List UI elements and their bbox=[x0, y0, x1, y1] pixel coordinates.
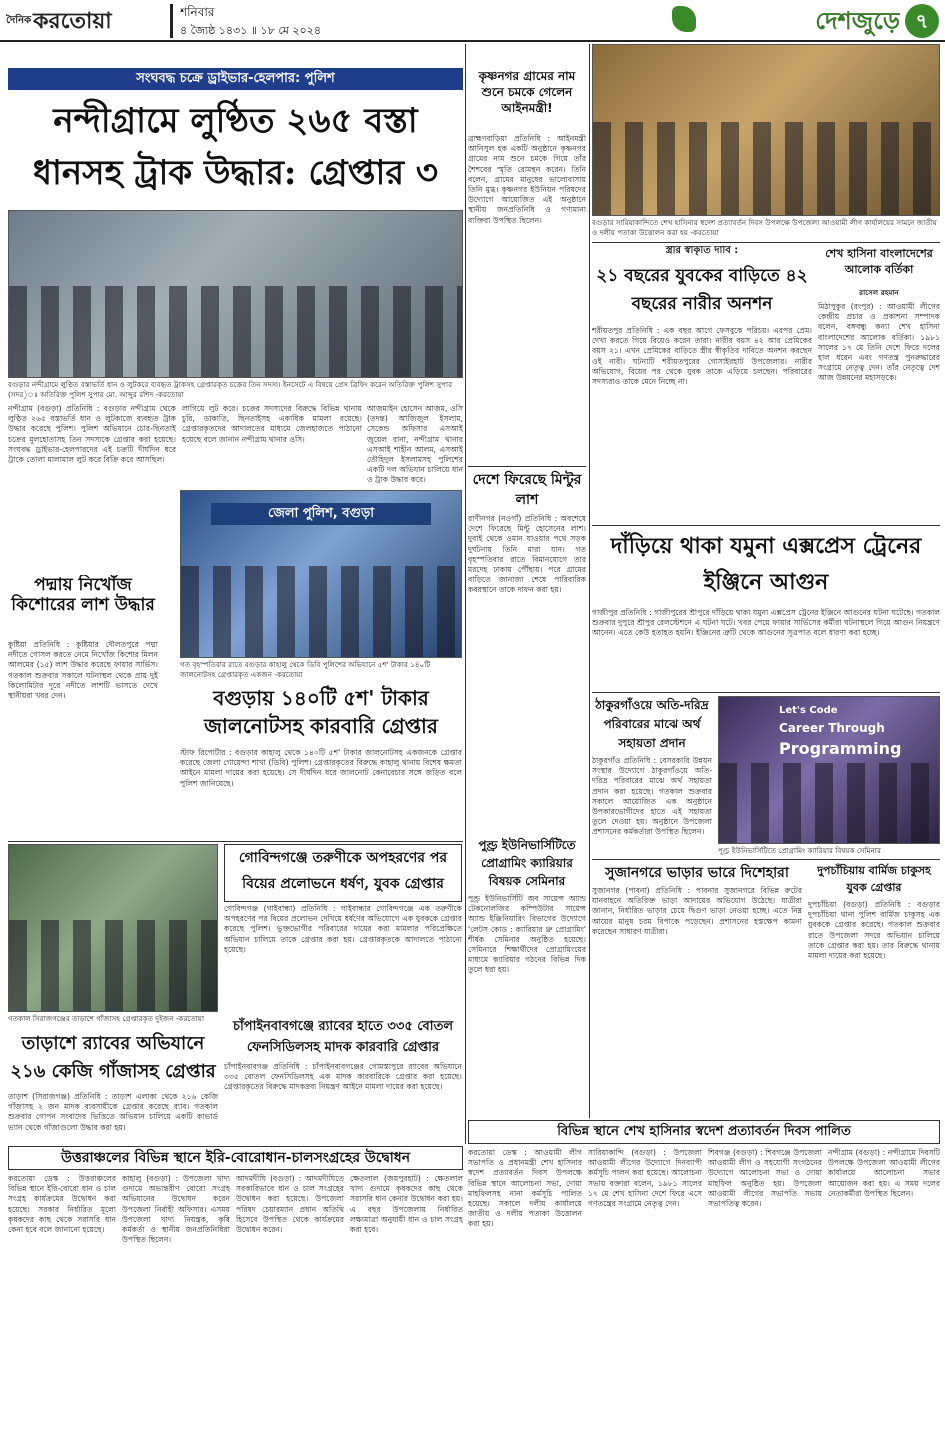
thakurgaon-body: ঠাকুরগাঁও প্রতিনিধি : বেসরকারি উন্নয়ন সংস্থার উদ্যোগে ঠাকুরগাঁওয়ে অতি-দরিদ্র পরিবারের মাঝে অর্থ সহায়তা প্রদান করা হয়েছে। গতকাল শুক্রবার সকালে আয়োজিত এক অনুষ্ঠানে উপকারভোগীদের হাতে এই সহায়তা তুলে দেওয়া হয়। অনুষ্ঠানে উপজেলা প্রশাসনের কর্মকর্তারা উপস্থিত ছিলেন। bbox=[592, 756, 712, 837]
hasina-article-headline: শেখ হাসিনা বাংলাদেশের আলোক বর্তিকা bbox=[825, 247, 933, 276]
fakenotes-caption-credit: -করতোয়া bbox=[274, 669, 303, 679]
lead-photo bbox=[8, 210, 463, 378]
logo-text: করতোয়া bbox=[33, 8, 112, 34]
fakenotes-caption-text: গত বৃহস্পতিবার রাতে বগুড়ার কাহালু থেকে ডিবি পুলিশের অভিযানে ৫শ' টাকার ১৪০টি জালনোটসহ গ্রেপ্তারকৃত একজন bbox=[180, 660, 431, 679]
section-rule bbox=[592, 525, 940, 526]
phensedyl-body: চাঁপাইনবাবগঞ্জ প্রতিনিধি : চাঁপাইনবাবগঞ্জের গোমস্তাপুরে র‌্যাবের অভিযানে ৩৩৫ বোতল ফেনসিডিলসহ এক মাদক কারবারিকে গ্রেপ্তার করা হয়েছে। গ্রেপ্তারকৃতের বিরুদ্ধে মাদকদ্রব্য নিয়ন্ত্রণ আইনে মামলা দায়ের করা হয়েছে। bbox=[224, 1062, 462, 1092]
phensedyl-headline: চাঁপাইনবাবগঞ্জে র‌্যাবের হাতে ৩৩৫ বোতল ফেনসিডিলসহ মাদক কারবারি গ্রেপ্তার bbox=[232, 1019, 454, 1055]
fakenotes-caption bbox=[180, 660, 462, 680]
padma-headline: পদ্মায় নিখোঁজ কিশোরের লাশ উদ্ধার bbox=[11, 575, 155, 615]
lead-caption bbox=[8, 380, 463, 402]
gaibandha-body: গোবিন্দগঞ্জ (গাইবান্ধা) প্রতিনিধি : গাইবান্ধার গোবিন্দগঞ্জে এক তরুণীকে অপহরণের পর বিয়ের প্রলোভন দেখিয়ে ধর্ষণের অভিযোগে এক যুবককে গ্রেপ্তার করেছে পুলিশ। ভুক্তভোগীর পরিবারের দায়ের করা মামলার পরিপ্রেক্ষিতে অভিযান চালিয়ে তাকে গ্রেপ্তার করা হয়। গ্রেপ্তারকৃতকে আদালতে পাঠানো হয়েছে। bbox=[224, 904, 462, 954]
hasina-article-body: মিঠাপুকুর (রংপুর) : আওয়ামী লীগের কেন্দ্রীয় প্রচার ও প্রকাশনা সম্পাদক বলেন, বঙ্গবন্ধু কন্যা শেখ হাসিনা বাংলাদেশের আলোক বর্তিকা। ১৯৮১ সালের ১৭ মে তিনি দেশে ফিরে দলের হাল ধরেন এবং গণতন্ত্র পুনরুদ্ধারের সংগ্রামে নেতৃত্ব দেন। তাঁর নেতৃত্বে দেশ আজ উন্নয়নের মহাসড়কে। bbox=[818, 302, 940, 383]
sujanagar-body: সুজানগর (পাবনা) প্রতিনিধি : পাবনার সুজানগরে বিভিন্ন রুটের যানবাহনে অতিরিক্ত ভাড়া আদায়ের অভিযোগ উঠেছে। যাত্রীরা জানান, নির্ধারিত ভাড়ার চেয়ে দ্বিগুণ ভাড়া নেওয়া হচ্ছে। এতে নিম্ন আয়ের মানুষ চরম বিপাকে পড়েছেন। প্রশাসনের হস্তক্ষেপ কামনা করেছেন সাধারণ যাত্রীরা। bbox=[592, 886, 802, 936]
issue-date: ৪ জ্যৈষ্ঠ ১৪৩১ ॥ ১৮ মে ২০২৪ bbox=[180, 24, 321, 37]
column-rule bbox=[465, 44, 466, 1144]
section-rule bbox=[592, 692, 940, 693]
police-sign: জেলা পুলিশ, বগুড়া bbox=[211, 503, 431, 525]
padma-body: কুষ্টিয়া প্রতিনিধি : কুষ্টিয়ার দৌলতপুরে পদ্মা নদীতে গোসল করতে নেমে নিখোঁজ কিশোর মিলন আলমের (১৫) লাশ উদ্ধার করেছে ফায়ার সার্ভিস। গতকাল শুক্রবার সকালে ঘটনাস্থল থেকে প্রায় দুই কিলোমিটার দূরে নদীতে লাশটি ভাসতে দেখে স্থানীয়রা খবর দেন। bbox=[8, 640, 158, 701]
lead-kicker: সংঘবদ্ধ চক্রে ড্রাইভার-হেলপার: পুলিশ bbox=[8, 68, 463, 90]
lead-caption-credit: -করতোয়া bbox=[155, 389, 184, 399]
return-day-caption-text: বগুড়ার সারিয়াকান্দিতে শেখ হাসিনার স্বদেশ প্রত্যাবর্তন দিবস উপলক্ষে উপজেলা আওয়ামী লীগ কার্যালয়ের সামনে জাতীয় ও দলীয় পতাকা উত্তোলন করা হয় bbox=[592, 218, 937, 237]
sujanagar-headline: সুজানগরে ভাড়ার ভারে দিশেহারা bbox=[605, 865, 789, 881]
section-rule bbox=[592, 859, 940, 860]
return-day-photo bbox=[592, 44, 940, 216]
page-number-badge: ৭ bbox=[905, 4, 939, 38]
ganja-headline: তাড়াশে র‌্যাবের অভিযানে ২১৬ কেজি গাঁজাসহ গ্রেপ্তার bbox=[10, 1033, 216, 1082]
logo-small-text: দৈনিক bbox=[6, 15, 32, 26]
krishnanagar-body: ব্রাহ্মণবাড়িয়া প্রতিনিধি : আইনমন্ত্রী আনিসুল হক একটি অনুষ্ঠানে কৃষ্ণনগর গ্রামের নাম শুনে চমকে গিয়ে তাঁর শৈশবের স্মৃতি রোমন্থন করেন। তিনি বলেন, গ্রামের মানুষের ভালোবাসায় তিনি মুগ্ধ। কৃষ্ণনগর ইউনিয়ন পরিষদের উদ্যোগে আয়োজিত এই অনুষ্ঠানে স্থানীয় জনপ্রতিনিধি ও গণ্যমান্য ব্যক্তিরা উপস্থিত ছিলেন। bbox=[468, 134, 586, 225]
thakurgaon-headline: ঠাকুরগাঁওয়ে অতি-দরিদ্র পরিবারের মাঝে অর্থ সহায়তা প্রদান bbox=[595, 698, 709, 750]
masthead-divider bbox=[170, 4, 173, 38]
mintu-headline: দেশে ফিরেছে মিন্টুর লাশ bbox=[472, 472, 582, 508]
newspaper-logo bbox=[6, 2, 166, 40]
fasting-kicker: স্ত্রীর স্বীকৃতি দাবি : bbox=[665, 246, 739, 256]
return-day-body-col4: নন্দীগ্রাম (বগুড়া) : নন্দীগ্রামে দিবসটি উপলক্ষে উপজেলা আওয়ামী লীগের কার্যালয়ে আলোচনা সভার আয়োজন করা হয়। এ সময় দলের নেতাকর্মীরা উপস্থিত ছিলেন। bbox=[828, 1148, 940, 1198]
dupchanchia-headline: দুপচাঁচিয়ায় বার্মিজ চাকুসহ যুবক গ্রেপ্তার bbox=[817, 864, 931, 894]
return-day-caption-credit: -করতোয়া bbox=[690, 227, 719, 237]
return-day-photo-caption bbox=[592, 218, 940, 240]
ganja-body: তাড়াশ (সিরাজগঞ্জ) প্রতিনিধি : তাড়াশ এলাকা থেকে ২১৬ কেজি গাঁজাসহ ২ জন মাদক ব্যবসায়ীকে গ্রেপ্তার করেছে র‌্যাব। গতকাল শুক্রবার গোপন সংবাদের ভিত্তিতে অভিযান চালিয়ে একটি কাভার্ড ভ্যান থেকে গাঁজাগুলো উদ্ধার করা হয়। bbox=[8, 1092, 218, 1132]
harvest-body-col2: কাহালু (বগুড়া) : উপজেলা খাদ্য গুদামে অভ্যন্তরীণ বোরো সংগ্রহ অভিযানের উদ্বোধন করেন উপজেলা নির্বাহী অফিসার। এসময় উপজেলা খাদ্য নিয়ন্ত্রক, কৃষি কর্মকর্তা ও স্থানীয় জনপ্রতিনিধিরা উপস্থিত ছিলেন। bbox=[122, 1174, 230, 1245]
bangladesh-map-icon bbox=[672, 6, 696, 32]
fakenotes-headline: বগুড়ায় ১৪০টি ৫শ' টাকার জালনোটসহ কারবারি গ্রেপ্তার bbox=[204, 686, 438, 738]
lead-body-col1: নন্দীগ্রাম (বগুড়া) প্রতিনিধি : বগুড়ার নন্দীগ্রাম থেকে লুণ্ঠিত ২৬৫ বস্তাভর্তি ধান ও লুটকাজে ব্যবহৃত ট্রাক উদ্ধার করেছে পুলিশ। পুলিশ অভিযানে চোর-ছিনতাই চক্রের মূলহোতাসহ তিন সদস্যকে গ্রেপ্তার করা হয়েছে। সংঘবদ্ধ ড্রাইভার-হেলপারদের এই চক্রটি দীর্ঘদিন ধরে ট্রাকে তোলা মালামাল লুট করে বিক্রি করে আসছিল। bbox=[8, 404, 176, 465]
section-rule bbox=[8, 841, 463, 842]
ganja-caption-credit: -করতোয়া bbox=[175, 1014, 205, 1023]
pundra-headline: পুণ্ড্র ইউনিভার্সিটিতে প্রোগ্রামিং ক্যারিয়ার বিষয়ক সেমিনার bbox=[478, 838, 576, 888]
masthead bbox=[0, 0, 945, 42]
seminar-banner-line1: Let's Code bbox=[779, 705, 838, 716]
harvest-body-col1: করতোয়া ডেস্ক : উত্তরাঞ্চলের বিভিন্ন স্থানে ইরি-বোরো ধান ও চাল সংগ্রহ কার্যক্রমের উদ্বোধন করা হয়েছে। সরকার নির্ধারিত মূল্যে কৃষকদের কাছ থেকে সরাসরি ধান কেনা হবে বলে জানানো হয়েছে। bbox=[8, 1174, 116, 1235]
section-title: দেশজুড়ে bbox=[815, 6, 900, 35]
ganja-caption-text: গতকাল সিরাজগঞ্জের তাড়াশে গাঁজাসহ গ্রেপ্তারকৃত দুইজন bbox=[8, 1014, 174, 1023]
fasting-body: শরীয়তপুর প্রতিনিধি : এক বছর আগে ফেসবুকে পরিচয়। এরপর প্রেম। দেখা করতে গিয়ে বিয়েও করেন তারা। নারীর বয়স ৪২ আর প্রেমিকের বয়স ২১। এখন প্রেমিকের বাড়িতে স্ত্রীর স্বীকৃতির দাবিতে অনশন করছেন ওই নারী। ঘটনাটি শরীয়তপুরের গোসাইরহাট উপজেলার। নারীর অভিযোগ, বিয়ের পর থেকে যুবক তাকে এড়িয়ে চলছেন। পরিবারের সদস্যরাও তাকে মেনে নিচ্ছে না। bbox=[592, 326, 812, 387]
seminar-caption: পুণ্ড্র ইউনিভার্সিটিতে প্রোগ্রামিং ক্যারিয়ার বিষয়ক সেমিনার bbox=[718, 846, 881, 855]
harvest-headline: উত্তরাঞ্চলের বিভিন্ন স্থানে ইরি-বোরোধান-চালসংগ্রহের উদ্বোধন bbox=[8, 1146, 463, 1170]
issue-day: শনিবার bbox=[180, 5, 215, 19]
return-day-photo-people bbox=[593, 122, 939, 216]
hasina-article-author: রাসেল রহমান bbox=[859, 288, 899, 297]
krishnanagar-headline: কৃষ্ণনগর গ্রামের নাম শুনে চমকে গেলেন আইনমন্ত্রী! bbox=[478, 69, 576, 115]
lead-body-col3: লাগিয়ে লুট করে। চক্রের সদস্যদের বিরুদ্ধে বিভিন্ন থানায় চুরি, ডাকাতি, ছিনতাইসহ একাধিক মামলা রয়েছে। গ্রেপ্তারকৃতদের আদালতের মাধ্যমে জেলহাজতে পাঠানো হয়েছে বলে জানান নন্দীগ্রাম থানার ওসি। bbox=[182, 404, 362, 444]
section-rule bbox=[592, 242, 940, 243]
yamuna-body: গাজীপুর প্রতিনিধি : গাজীপুরের শ্রীপুরে দাঁড়িয়ে থাকা যমুনা এক্সপ্রেস ট্রেনের ইঞ্জিনে আগুনের ঘটনা ঘটেছে। গতকাল শুক্রবার দুপুরে শ্রীপুর রেলস্টেশনে এ ঘটনা ঘটে। খবর পেয়ে ফায়ার সার্ভিসের কর্মীরা ঘটনাস্থলে গিয়ে আগুন নিয়ন্ত্রণে আনেন। এতে কেউ হতাহত হয়নি। ইঞ্জিনের ত্রুটি থেকে আগুনের সূত্রপাত বলে ধারণা করা হচ্ছে। bbox=[592, 608, 940, 638]
seminar-banner-line2: Career Through bbox=[779, 721, 885, 735]
harvest-body-col4: ক্ষেতলাল (জয়পুরহাট) : ক্ষেতলাল খাদ্য গুদামে কৃষকদের কাছ থেকে সরাসরি ধান কেনার উদ্বোধন করা হয়। এ বছর উপজেলায় নির্ধারিত লক্ষ্যমাত্রা অনুযায়ী ধান ও চাল সংগ্রহ করা হবে। bbox=[350, 1174, 463, 1235]
lead-caption-text: বগুড়ার নন্দীগ্রামে লুণ্ঠিত বস্তাভর্তি ধান ও লুটকরে ব্যবহৃত ট্রাকসহ গ্রেপ্তারকৃত চক্রের তিন সদস্য। ইনসেটে এ বিষয়ে প্রেস ব্রিফিং করেন অতিরিক্ত পুলিশ সুপার (সদর)ঃ অতিরিক্ত পুলিশ সুপার মো. আব্দুর রশিদ bbox=[8, 380, 453, 399]
seminar-banner-line3: Programming bbox=[779, 739, 902, 758]
pundra-body: পুণ্ড্র ইউনিভার্সিটি অব সায়েন্স অ্যান্ড টেকনোলজির কম্পিউটার সায়েন্স অ্যান্ড ইঞ্জিনিয়ারিং বিভাগের উদ্যোগে 'লেটস কোড : ক্যারিয়ার থ্রু প্রোগ্রামিং' শীর্ষক সেমিনার অনুষ্ঠিত হয়েছে। সেমিনারে শিক্ষার্থীদের প্রোগ্রামিংয়ের মাধ্যমে ক্যারিয়ার গঠনের বিভিন্ন দিক তুলে ধরা হয়। bbox=[468, 894, 586, 975]
fakenotes-body: স্টাফ রিপোর্টার : বগুড়ার কাহালু থেকে ১৪০টি ৫শ' টাকার জালনোটসহ একজনকে গ্রেপ্তার করেছে জেলা গোয়েন্দা শাখা (ডিবি) পুলিশ। গ্রেপ্তারকৃতের বিরুদ্ধে কাহালু থানায় বিশেষ ক্ষমতা আইনে মামলা দায়ের করা হয়েছে। সে দীর্ঘদিন ধরে জালনোট কেনাবেচার সঙ্গে জড়িত বলে পুলিশ জানিয়েছে। bbox=[180, 748, 462, 788]
ganja-caption bbox=[8, 1014, 218, 1026]
return-day-body-col2: সারিয়াকান্দি (বগুড়া) : উপজেলা আওয়ামী লীগের উদ্যোগে দিনব্যাপী কর্মসূচি পালন করা হয়েছে। আলোচনা সভায় বক্তারা বলেন, ১৯৮১ সালের ১৭ মে শেখ হাসিনা দেশে ফিরে এসে গণতন্ত্রের সংগ্রামে নেতৃত্ব দেন। bbox=[588, 1148, 702, 1209]
lead-headline: নন্দীগ্রামে লুণ্ঠিত ২৬৫ বস্তা ধানসহ ট্রাক উদ্ধার: গ্রেপ্তার ৩ bbox=[32, 101, 439, 193]
fakenotes-photo bbox=[180, 490, 462, 658]
ganja-photo-people bbox=[9, 920, 217, 1011]
lead-body-col2: আজমাইন হোসেন আজম, ওসি (তদন্ত) আজিজুল ইসলাম, সেকেন্ড অফিসার এসআই জুয়েল রানা, নন্দীগ্রাম থানার এসআই শাহীন আলম, এসআই তৌহিদুল ইসলামসহ পুলিশের একটি দল অভিযান চালিয়ে ধান ও ট্রাক উদ্ধার করে। bbox=[367, 404, 463, 484]
fakenotes-photo-people bbox=[181, 566, 461, 657]
return-day-body-col3: শিবগঞ্জ (বগুড়া) : শিবগঞ্জে উপজেলা আওয়ামী লীগ ও সহযোগী সংগঠনের উদ্যোগে আলোচনা সভা ও দোয়া মাহফিল অনুষ্ঠিত হয়। উপজেলা আওয়ামী লীগের সভাপতি সভায় সভাপতিত্ব করেন। bbox=[708, 1148, 822, 1209]
return-day-body-col1: করতোয়া ডেস্ক : আওয়ামী লীগ সভাপতি ও প্রধানমন্ত্রী শেখ হাসিনার স্বদেশ প্রত্যাবর্তন দিবস উপলক্ষে বিভিন্ন স্থানে আলোচনা সভা, দোয়া মাহফিলসহ নানা কর্মসূচি পালিত হয়েছে। সকালে দলীয় কার্যালয়ে জাতীয় ও দলীয় পতাকা উত্তোলন করা হয়। bbox=[468, 1148, 582, 1229]
ganja-photo bbox=[8, 844, 218, 1012]
harvest-body-col3: আদমদীঘি (বগুড়া) : আদমদীঘিতে সরকারিভাবে ধান ও চাল সংগ্রহের উদ্বোধন করা হয়েছে। উপজেলা পরিষদ চেয়ারম্যান প্রধান অতিথি হিসেবে উপস্থিত থেকে কার্যক্রমের উদ্বোধন করেন। bbox=[236, 1174, 344, 1235]
section-rule bbox=[468, 466, 586, 467]
yamuna-headline: দাঁড়িয়ে থাকা যমুনা এক্সপ্রেস ট্রেনের ইঞ্জিনে আগুন bbox=[610, 533, 922, 595]
column-rule bbox=[589, 44, 590, 1118]
mintu-body: রাণীনগর (নওগাঁ) প্রতিনিধি : অবশেষে দেশে ফিরেছে মিন্টু হোসেনের লাশ। দুবাই থেকে ওমান যাওয়ার পথে সড়ক দুর্ঘটনায় তিনি মারা যান। গত বৃহস্পতিবার রাতে বিমানযোগে তার মরদেহ ঢাকায় পৌঁছায়। পরে গ্রামের বাড়িতে জানাজা শেষে পারিবারিক কবরস্থানে তাকে দাফন করা হয়। bbox=[468, 514, 586, 595]
lead-photo-people bbox=[9, 286, 462, 377]
fasting-headline: ২১ বছরের যুবকের বাড়িতে ৪২ বছরের নারীর অনশন bbox=[596, 266, 808, 314]
gaibandha-headline: গোবিন্দগঞ্জে তরুণীকে অপহরণের পর বিয়ের প্রলোভনে ধর্ষণ, যুবক গ্রেপ্তার bbox=[224, 844, 462, 902]
return-day-headline: বিভিন্ন স্থানে শেখ হাসিনার স্বদেশ প্রত্যাবর্তন দিবস পালিত bbox=[468, 1120, 940, 1144]
dupchanchia-body: দুপচাঁচিয়া (বগুড়া) প্রতিনিধি : বগুড়ার দুপচাঁচিয়া থানা পুলিশ বার্মিজ চাকুসহ এক যুবককে গ্রেপ্তার করেছে। গতকাল শুক্রবার রাতে উপজেলা সদরে অভিযান চালিয়ে তাকে গ্রেপ্তার করা হয়। তার বিরুদ্ধে থানায় মামলা দায়ের করা হয়েছে। bbox=[808, 900, 940, 961]
seminar-photo-people bbox=[719, 763, 939, 843]
seminar-photo bbox=[718, 696, 940, 844]
